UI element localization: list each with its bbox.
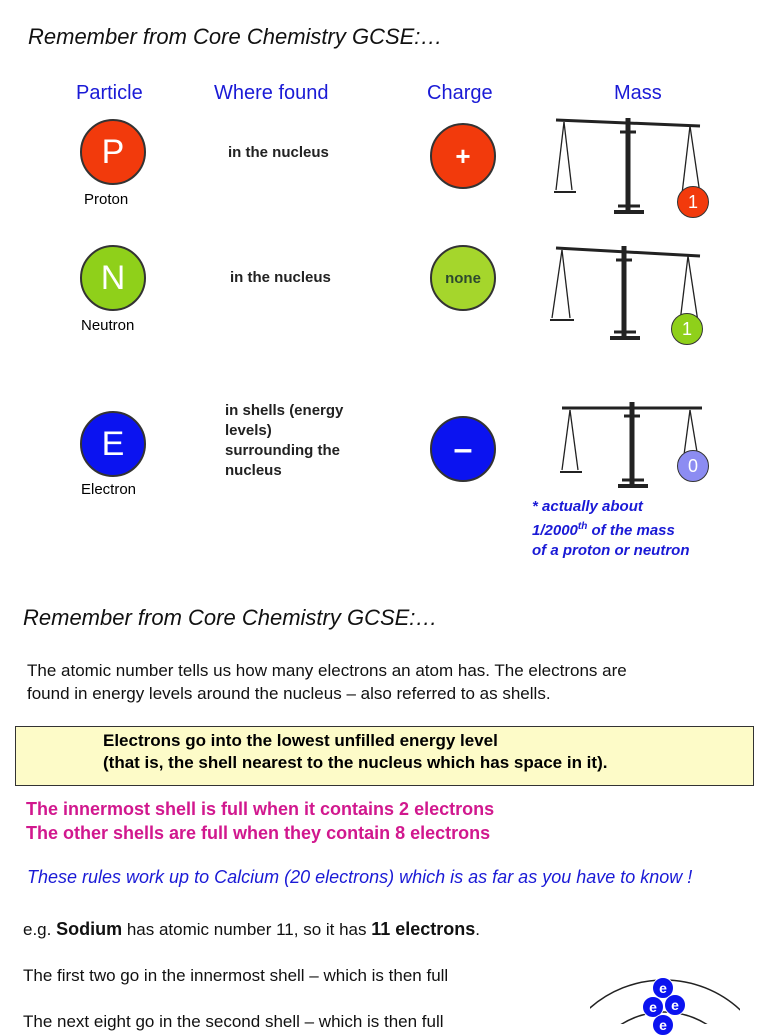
electron-marker: e	[652, 977, 674, 999]
neutron-symbol: N	[80, 245, 146, 311]
step-second-shell: The next eight go in the second shell – which is then full	[23, 1012, 444, 1031]
electron-label: Electron	[81, 481, 137, 498]
step-first-shell: The first two go in the innermost shell – which is then full	[23, 966, 449, 985]
calcium-note: These rules work up to Calcium (20 electrons) which is as far as you have to know !	[27, 867, 693, 887]
header-mass: Mass	[614, 82, 662, 104]
proton-mass-value: 1	[677, 186, 709, 218]
shell-capacity-rules: The innermost shell is full when it contains 2 electrons The other shells are full when they contain 8 electrons	[26, 799, 495, 843]
proton-charge: +	[430, 123, 496, 189]
sodium-example: e.g. Sodium has atomic number 11, so it has 11 electrons.	[23, 919, 481, 939]
neutron-location: in the nucleus	[230, 269, 331, 286]
electron-location: in shells (energy levels) surrounding the nucleus	[225, 402, 344, 479]
header-charge: Charge	[427, 82, 493, 104]
electron-mass-note: * actually about 1/2000th of the mass of a proton or neutron	[532, 498, 690, 559]
neutron-charge: none	[430, 245, 496, 311]
section-title: Remember from Core Chemistry GCSE:…	[28, 24, 443, 49]
electron-marker: e	[664, 994, 686, 1016]
intro-text: The atomic number tells us how many electrons an atom has. The electrons are found in energy levels around the nucleus – also referred to as shells.	[27, 661, 627, 703]
neutron-mass-value: 1	[671, 313, 703, 345]
electron-marker: e	[642, 996, 664, 1018]
proton-location: in the nucleus	[228, 144, 329, 161]
electron-charge: –	[430, 416, 496, 482]
neutron-label: Neutron	[81, 317, 135, 334]
header-particle: Particle	[76, 82, 143, 104]
proton-symbol: P	[80, 119, 146, 185]
electron-marker: e	[652, 1014, 674, 1036]
proton-label: Proton	[84, 191, 129, 208]
electron-symbol: E	[80, 411, 146, 477]
section2-title: Remember from Core Chemistry GCSE:…	[23, 605, 438, 630]
rule-box: Electrons go into the lowest unfilled energy level (that is, the shell nearest to the nucleus which has space in it).	[15, 726, 754, 786]
electron-mass-value: 0	[677, 450, 709, 482]
header-where-found: Where found	[214, 82, 329, 104]
